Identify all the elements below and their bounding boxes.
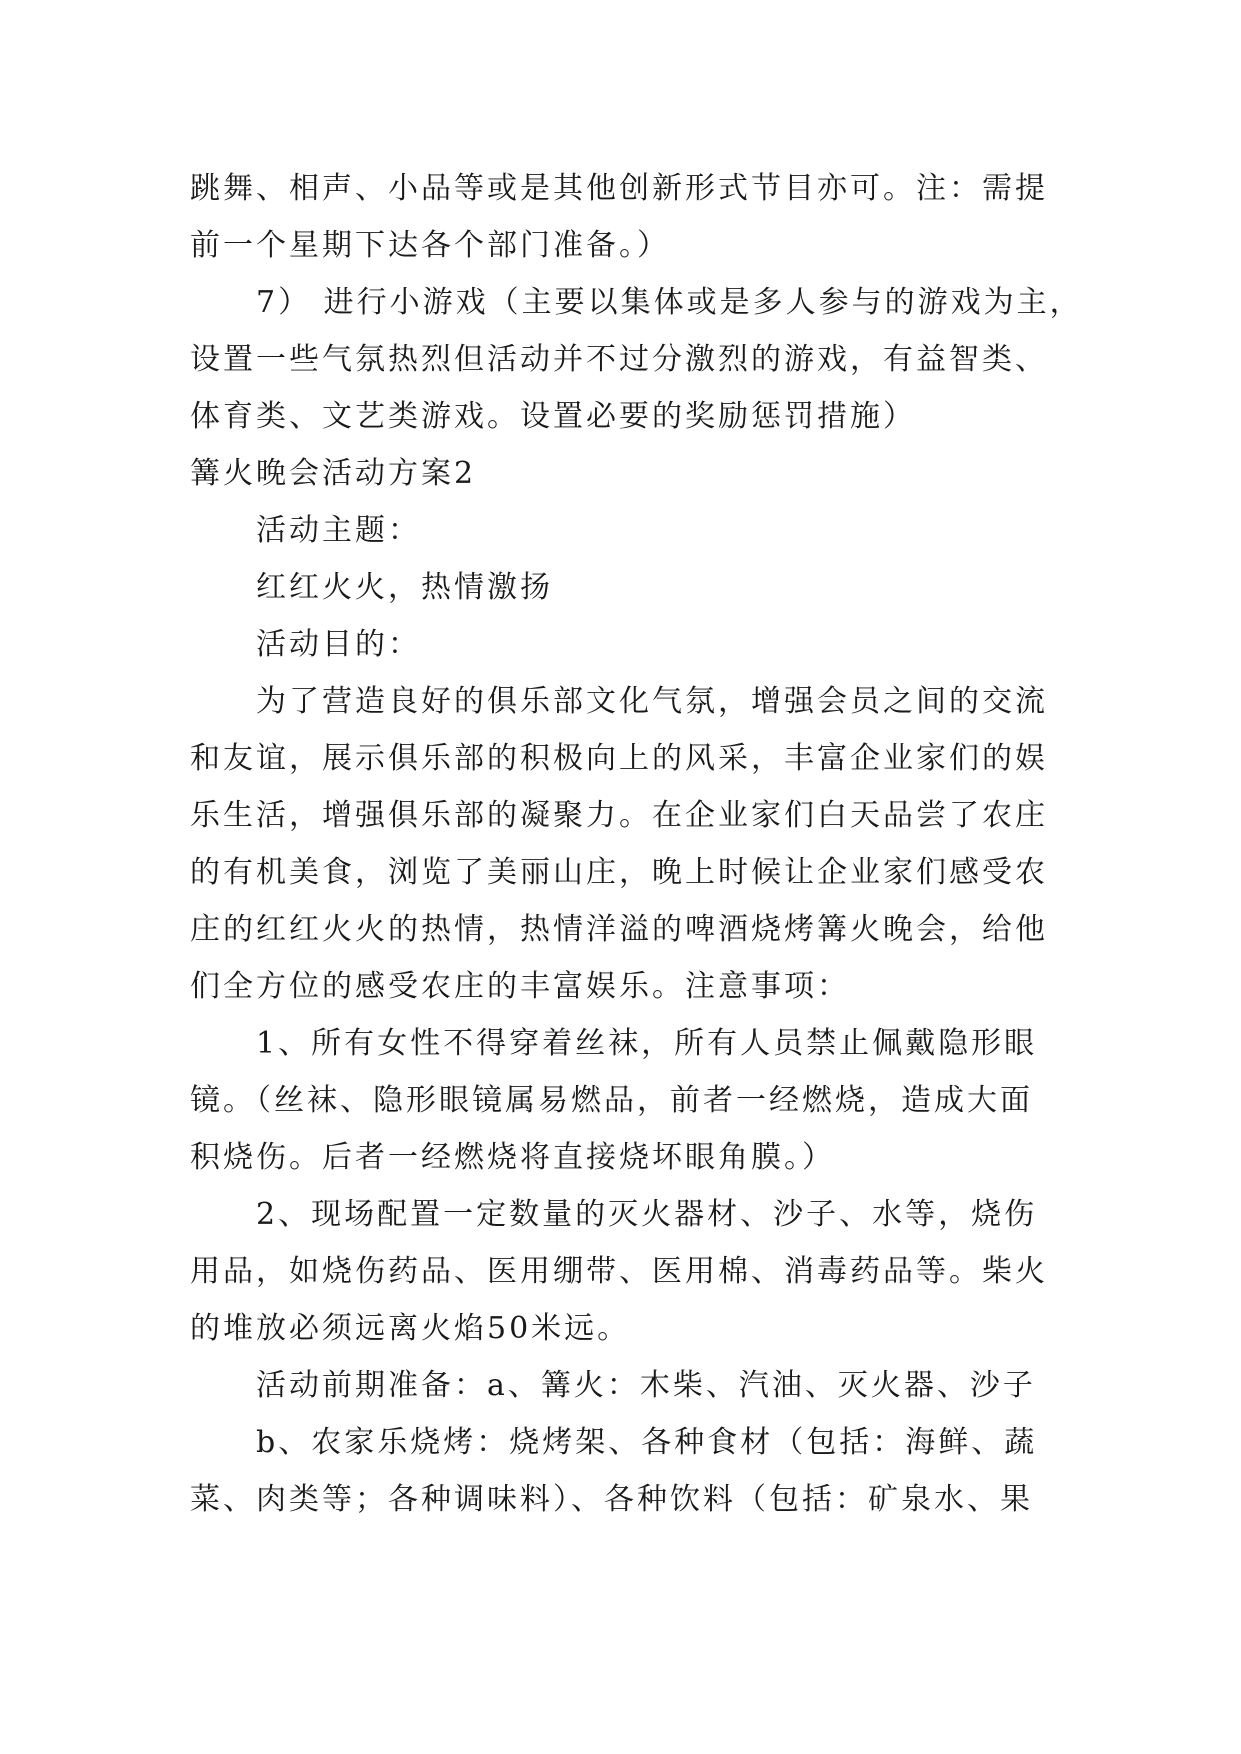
- text-line: 前一个星期下达各个部门准备。）: [190, 228, 670, 263]
- text-line: 1、所有女性不得穿着丝袜，所有人员禁止佩戴隐形眼: [256, 1026, 1038, 1061]
- text-line: 为了营造良好的俱乐部文化气氛，增强会员之间的交流: [256, 684, 1048, 719]
- text-line: 活动主题：: [256, 513, 421, 548]
- text-line: 乐生活，增强俱乐部的凝聚力。在企业家们白天品尝了农庄: [190, 798, 1048, 833]
- text-line: 2、现场配置一定数量的灭火器材、沙子、水等，烧伤: [256, 1197, 1038, 1232]
- text-line: 镜。（丝袜、隐形眼镜属易燃品，前者一经燃烧，造成大面: [190, 1083, 1033, 1118]
- text-line: 7） 进行小游戏（主要以集体或是多人参与的游戏为主，: [256, 285, 1083, 320]
- text-line: 的有机美食，浏览了美丽山庄，晚上时候让企业家们感受农: [190, 855, 1048, 890]
- text-line: 们全方位的感受农庄的丰富娱乐。注意事项：: [190, 969, 850, 1004]
- text-line: 活动前期准备：a、篝火：木柴、汽油、灭火器、沙子: [256, 1368, 1036, 1403]
- text-line: 菜、肉类等；各种调味料）、各种饮料（包括：矿泉水、果: [190, 1482, 1033, 1517]
- text-line: 红红火火，热情激扬: [256, 570, 553, 605]
- text-line: 积烧伤。后者一经燃烧将直接烧坏眼角膜。）: [190, 1140, 835, 1175]
- text-line: 设置一些气氛热烈但活动并不过分激烈的游戏，有益智类、: [190, 342, 1048, 377]
- text-line: 活动目的：: [256, 627, 421, 662]
- text-line: 体育类、文艺类游戏。设置必要的奖励惩罚措施）: [190, 399, 916, 434]
- section-heading: 篝火晚会活动方案2: [190, 456, 477, 491]
- text-line: 庄的红红火火的热情，热情洋溢的啤酒烧烤篝火晚会，给他: [190, 912, 1048, 947]
- text-line: 的堆放必须远离火焰50米远。: [190, 1311, 631, 1346]
- text-line: 跳舞、相声、小品等或是其他创新形式节目亦可。注：需提: [190, 171, 1048, 206]
- document-body: [190, 160, 1090, 1528]
- text-line: 和友谊，展示俱乐部的积极向上的风采，丰富企业家们的娱: [190, 741, 1048, 776]
- text-line: 用品，如烧伤药品、医用绷带、医用棉、消毒药品等。柴火: [190, 1254, 1048, 1289]
- text-line: b、农家乐烧烤：烧烤架、各种食材（包括：海鲜、蔬: [256, 1425, 1038, 1460]
